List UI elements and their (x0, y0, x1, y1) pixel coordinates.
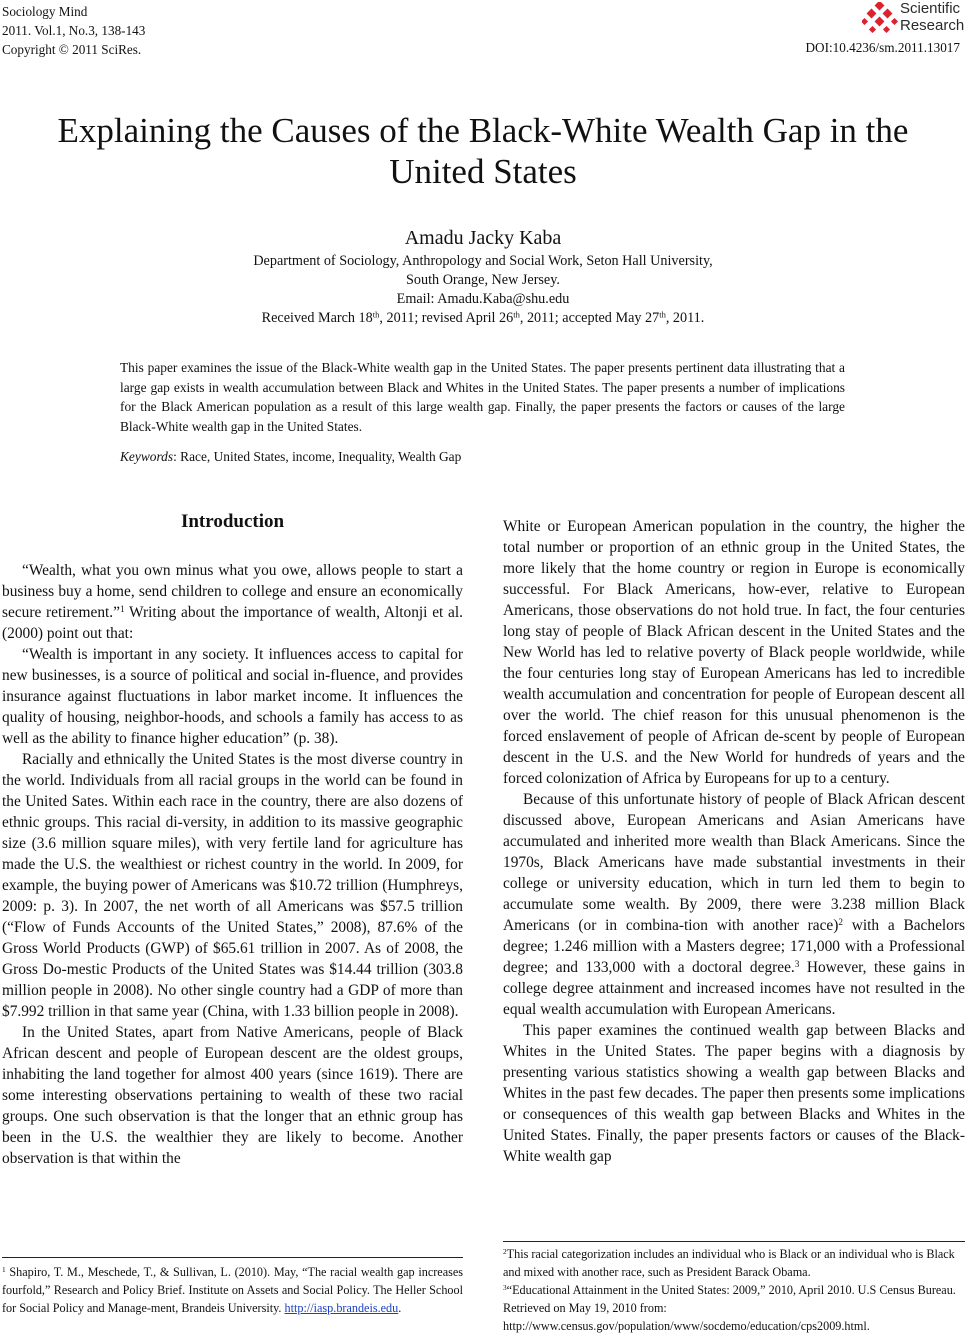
journal-volume: 2011. Vol.1, No.3, 138-143 (2, 23, 146, 38)
footnote-divider (2, 1257, 463, 1258)
block-quote: “Wealth is important in any society. It influences access to capital for new businesses, is a source of political and social in-fluence, and provides insurance against fluctuations in labor market income. It influences the quality of housing, neighbor-hoods, and schools a family has access to as well as the ability to finance higher education” (p. 38). (2, 646, 463, 748)
scientific-research-logo (862, 0, 966, 36)
paragraph: Racially and ethnically the United States is the most diverse country in the world. Individuals from all racial groups in the world can be found in the United Sates. Within each race in the country, there are also dozens of ethnic groups. This racial di-versity, in addition to its massive geographic size (3.6 million square miles), with very fertile land for agriculture has made the U.S. the wealthiest or richest country in the world. In 2009, for example, the buying power of Americans was $10.72 trillion (Humphreys, 2009: p. 3). In 2007, the net worth of all Americans was $57.5 trillion (“Flow of Funds Accounts of the United States,” 2008), 87.6% of the Gross World Products (GWP) of $65.61 trillion in 2007. As of 2008, the Gross Do-mestic Products of the United States was $14.44 trillion (303.8 million people in 2008). No other single country had a GDP of more than $7.992 trillion in that same year (China, with 1.33 billion people in 2008). (2, 751, 463, 1021)
author-email: Email: Amadu.Kaba@shu.edu (396, 291, 570, 307)
publisher-logo-icon (862, 2, 898, 36)
footnotes-right (503, 1245, 965, 1335)
doi-label: DOI:10.4236/sm.2011.13017 (805, 40, 960, 55)
footnote-link[interactable]: http://iasp.brandeis.edu (284, 1301, 399, 1315)
footnote-1: $^1$ Shapiro, T. M., Meschede, T., & Sullivan, L. (2010). May, “The racial wealth gap increases fourfold,” Research and Policy Brief. Institute on Assets and Social Policy. The Heller School for Social Policy and Manage-ment, Brandeis University. http://iasp.brandeis.edu. (2, 1264, 463, 1315)
publisher-name: Scientific Research (900, 0, 965, 34)
footnote-divider (503, 1241, 965, 1242)
right-column (503, 516, 965, 1167)
paragraph: In the United States, apart from Native Americans, people of Black African descent and people of European descent are the oldest groups, inhabiting the land together for almost 400 years (since 1619). There are some interesting observations pertaining to wealth of these two racial groups. One such observation is that the longer that an ethnic group has been in the U.S. the wealthier they are likely to become. Another observation is that within the (2, 1024, 463, 1168)
affiliation-department: Department of Sociology, Anthropology and Social Work, Seton Hall University, (253, 253, 713, 269)
footnote-2: $^2$This racial categorization includes an individual who is Black or an individual who is Black and mixed with another race, such as President Barack Obama. (503, 1246, 955, 1279)
journal-header (2, 2, 145, 59)
footnote-3: $^3$“Educational Attainment in the United States: 2009,” 2010, April 2010. U.S Census Bureau. Retrieved on May 19, 2010 from: (503, 1282, 956, 1315)
journal-name: Sociology Mind (2, 4, 88, 19)
paragraph: Because of this unfortunate history of people of Black African descent discussed above, European Americans and Asian Americans have accumulated and inherited more wealth than Black Americans. Since the 1970s, Black Americans have made substantial investments in their college or university education, which in turn led them to begin to accumulate some wealth. By 2009, there were 3.238 million Black Americans (or in combina-tion with another race)$^2$ with a Bachelors degree; 1.246 million with a Masters degree; 171,000 with a Professional degree; and 133,000 with a doctoral degree.$^3$ However, these gains in college degree attainment and increased incomes have not resulted in the equal wealth accumulation with European Americans. (503, 791, 965, 1019)
author-name: Amadu Jacky Kaba (404, 227, 562, 249)
left-column (2, 560, 463, 1169)
paragraph: This paper examines the continued wealth gap between Blacks and Whites in the United States. The paper begins with a diagnosis by presenting various statistics showing a wealth gap between Blacks and Whites in the past few decades. The paper then presents some implications or consequences of this wealth gap between Blacks and Whites in the United States. Finally, the paper presents factors or causes of the Black-White wealth gap (503, 1022, 965, 1166)
keywords-list: : Race, United States, income, Inequality, Wealth Gap (173, 449, 462, 464)
keywords-label: Keywords (120, 449, 174, 464)
keywords (120, 449, 461, 465)
paragraph: White or European American population in the country, the higher the total number or proportion of an ethnic group in the United States, the more likely that the home country or region in Europe is economically successful. For Black Americans, how-ever, relative to European Americans, those observations do not hold true. In fact, the four centuries long stay of people of Black African descent in the United States and the New World has led to relative poverty of Black people worldwide, while the four centuries long stay of European Americans has led to incredible wealth accumulation and concentration for people of European descent all over the world. The chief reason for this unusual phenomenon is the forced enslavement of people of African de-scent by people of European descent in the U.S. and the New World for hundreds of years and the forced colonization of Africa by Europeans for up to a century. (503, 518, 965, 788)
paper-title: Explaining the Causes of the Black-White Wealth Gap in the United States (57, 111, 909, 191)
paragraph: “Wealth, what you own minus what you owe, allows people to start a business buy a home, send children to college and ensure an economically secure retirement.”$^1$ Writing about the importance of wealth, Altonji et al. (2000) point out that: (2, 562, 463, 643)
affiliation-block (0, 252, 966, 328)
footnote-3-url: http://www.census.gov/population/www/socdemo/education/cps2009.html. (503, 1319, 870, 1333)
journal-copyright: Copyright © 2011 SciRes. (2, 42, 142, 57)
abstract: This paper examines the issue of the Black-White wealth gap in the United States. The paper presents pertinent data illustrating that a large gap exists in wealth accumulation between Black and Whites in the United States. The paper presents a number of implications for the Black American population as a result of this large wealth gap. Finally, the paper presents the factors or causes of the large Black-White wealth gap in the United States. (120, 360, 845, 434)
affiliation-location: South Orange, New Jersey. (406, 272, 560, 288)
received-dates: Received March 18th, 2011; revised April 26th, 2011; accepted May 27th, 2011. (261, 309, 705, 326)
section-heading-introduction: Introduction (180, 511, 285, 532)
